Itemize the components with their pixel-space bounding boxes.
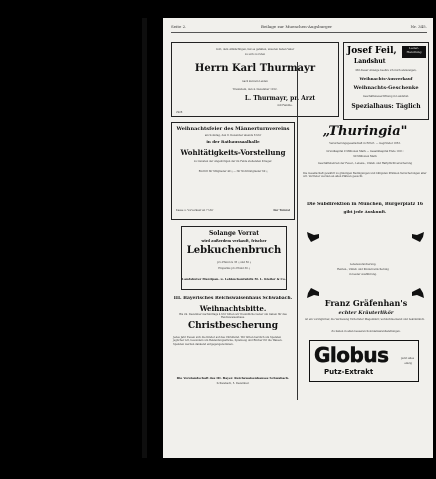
death-intro-1: Gott, dem Allmächtigen, hat es gefallen, unseren lieben Vater bbox=[215, 48, 295, 51]
turn-title: Weihnachtsfeier des Männerturnvereins bbox=[176, 126, 290, 132]
turn-sub2: in der Rathaussaalhalle bbox=[206, 139, 260, 144]
weihnachtsbitte-notice bbox=[171, 296, 295, 396]
hands-line3: in bester Ausführung. bbox=[349, 273, 377, 276]
header-right: Nr. 345. bbox=[410, 24, 427, 29]
feil-closing: Geschäftsneueröffnung in Landshut. bbox=[362, 95, 410, 98]
death-ref: 2928 bbox=[176, 111, 183, 114]
graefenhan-footer: Zu haben in allen besseren Kolonialwarenhandlungen. bbox=[331, 330, 401, 333]
globus-sub: Putz-Extrakt bbox=[324, 368, 374, 376]
turn-big: Wohltätigkeits-Vorstellung bbox=[180, 148, 286, 157]
thuringia-sub: Versicherungsgesellschaft in Erfurt. — Gegründet 1853. bbox=[329, 142, 401, 145]
thuringia-body: Die Gesellschaft gewährt zu günstigen Bedingungen und billigsten Prämien Versicherungen aller Art. Vertreter werden an allen Plätzen gesucht. bbox=[303, 172, 427, 179]
lebkuchen-line2: Ersparnis pro Pfund 30 ₰ bbox=[218, 267, 250, 270]
bitte-big: Christbescherung bbox=[187, 321, 279, 331]
death-name: Herrn Karl Thurmayr bbox=[194, 63, 316, 74]
feil-emph: Weihnachts-Geschenke bbox=[353, 85, 419, 91]
maennerturn-ad bbox=[171, 122, 295, 220]
turn-footer-left: Kasse u. Vorverkauf ab 7 Uhr bbox=[176, 209, 214, 212]
hands-line1: Lebensversicherung, bbox=[349, 263, 377, 266]
globus-ad bbox=[309, 340, 419, 382]
feil-side-a: Leder- bbox=[409, 46, 419, 50]
graefenhan-sub: echter Kräuterlikör bbox=[338, 310, 394, 316]
thuringia-ad bbox=[301, 122, 429, 222]
turn-sub1: am Sonntag, den 8. Dezember abends 8 Uhr bbox=[204, 134, 262, 137]
lebkuchen-bottom: Landshuter Marzipan- u. Lebkuchenfabrik M. L. Kleiter & Co. bbox=[182, 277, 286, 281]
bitte-closing2: Schwabach, 5. Dezember. bbox=[216, 382, 250, 385]
page-edge-shadow bbox=[142, 18, 147, 458]
death-intro-2: zu sich zu rufen bbox=[244, 53, 266, 56]
bitte-head: III. Bayerisches Reichswaisenhaus Schwabach. bbox=[173, 296, 293, 301]
turn-body: Eintritt für Mitglieder 40 ₰ — für Nichtmitglieder 60 ₰ bbox=[198, 170, 268, 173]
feil-trade: Landshut bbox=[354, 58, 386, 65]
graefenhan-ad bbox=[303, 298, 429, 338]
thuringia-line2: 99 Millionen Mark bbox=[353, 155, 377, 158]
bitte-closing: Die Vorstandschaft des III. Bayer. Reichswaisenhauses Schwabach. bbox=[176, 376, 290, 380]
feil-line-2: Weihnachts-Ausverkauf bbox=[359, 76, 413, 81]
page-header bbox=[171, 22, 427, 33]
thuringia-title: „Thuringia" bbox=[322, 124, 408, 139]
hands-line2: Renten-, Unfall- und Kinderversicherung bbox=[337, 268, 389, 271]
pointing-hand-icon bbox=[306, 230, 320, 244]
feil-side-box bbox=[402, 46, 426, 58]
globus-side1: putzt alles bbox=[400, 357, 414, 360]
lebkuchen-top: Solange Vorrat bbox=[208, 230, 260, 237]
turn-footer-right: Der Turnrat bbox=[273, 209, 290, 212]
globus-big: Globus bbox=[314, 343, 389, 367]
thuringia-bottom: Die Subdirektion in München, Bürgerplatz 16 bbox=[307, 202, 423, 207]
graefenhan-title: Franz Gräfenhan's bbox=[324, 298, 408, 308]
death-signer-sub: mit Familie. bbox=[277, 104, 293, 107]
header-left: Seite 2. bbox=[171, 24, 187, 29]
lebkuchen-ad bbox=[181, 226, 287, 290]
bitte-title: Weihnachtsbitte. bbox=[199, 304, 267, 313]
death-notice bbox=[171, 42, 339, 117]
column-divider bbox=[297, 62, 298, 400]
feil-name: Josef Feil, bbox=[347, 46, 397, 56]
feil-footer: Spezialhaus: Täglich bbox=[351, 103, 421, 110]
thuringia-line1: Grundkapital 9 Millionen Mark — Gesamtkapital Ende 1911: bbox=[326, 150, 404, 153]
josef-feil-ad bbox=[343, 42, 429, 120]
thuringia-bottom2: gibt jede Auskunft. bbox=[343, 209, 387, 214]
thuringia-line3: Geschäftsbetrieb der Feuer-, Lebens-, Unfall- und Haftpflichtversicherung bbox=[317, 162, 413, 165]
death-signer: L. Thurmayr, pr. Arzt bbox=[244, 95, 316, 102]
pointing-hand-icon bbox=[411, 230, 425, 244]
lebkuchen-big: Lebkuchenbruch bbox=[186, 245, 282, 256]
lebkuchen-sub: wird außerdem verkauft, frischer bbox=[201, 239, 267, 243]
newspaper-page bbox=[163, 18, 433, 458]
bitte-sub: Bis 24. Dezember nachmittags 4 Uhr bitten wir freundliche Geber um Gaben für das Reichswaisenhaus. bbox=[179, 313, 287, 320]
header-center: Beilage zur Muenchen-Augsburger bbox=[261, 24, 333, 29]
globus-side2: einzig bbox=[404, 362, 412, 365]
death-sub: nach kurzem Leiden bbox=[242, 80, 268, 83]
bitte-body: Jedes Jahr freuen sich die Kinder auf das Christkind. Wir bitten herzlich um Spenden jeglicher Art, besonders um Bekleidungsstücke, Spielzeug und Bücher für die Waisen. Spenden werden dankend entgegengenommen. bbox=[173, 336, 283, 346]
feil-side-b: Handlung bbox=[406, 50, 422, 54]
death-date: Traunstein, den 4. Dezember 1912. bbox=[232, 88, 278, 91]
feil-line-1: Mit dieser Anzeige beehre ich mich anzuzeigen, bbox=[355, 69, 417, 72]
lebkuchen-line: pro Pfund zu 35 ₰ und 50 ₰ bbox=[217, 261, 251, 264]
graefenhan-body: ist ein vorzüglicher, die Verdauung fördernder Magenlikör, wohlschmeckend und bekömmlich. bbox=[305, 318, 425, 321]
turn-sub3: zu Gunsten der Angehörigen der im Felde stehenden Krieger. bbox=[193, 160, 273, 163]
